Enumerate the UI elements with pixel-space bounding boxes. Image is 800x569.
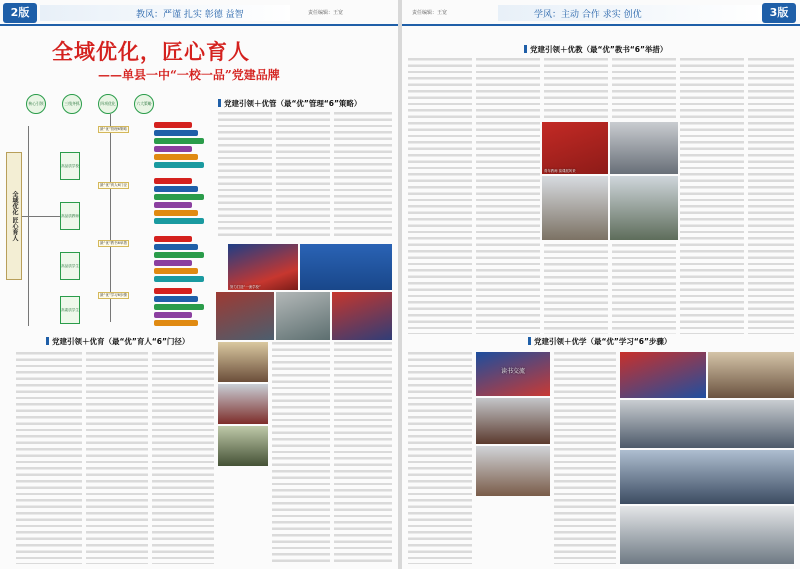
body-text — [748, 58, 794, 334]
header-title: 教风：严谨 扎实 彰德 益智 — [136, 10, 244, 20]
diagram-pill — [154, 194, 204, 200]
branch-label: 最“优”育人6门径 — [100, 183, 127, 187]
header-title: 学风：主动 合作 求实 创优 — [534, 10, 642, 20]
diagram-pill — [154, 146, 192, 152]
diagram-pill — [154, 244, 198, 250]
branch-spine — [110, 114, 111, 322]
photo-study-group — [476, 446, 550, 496]
photo-student-event — [218, 342, 268, 382]
photo-caption: 努力打造“一流学校” — [230, 285, 261, 289]
photo-outdoor-activity — [218, 426, 268, 466]
photo-teachers-group — [610, 176, 678, 240]
section-heading-text: 党建引领＋优教（最“优”教书“6”举措） — [530, 45, 668, 54]
body-text — [152, 352, 214, 564]
diagram-pill — [154, 276, 204, 282]
photo-speech — [476, 398, 550, 444]
diagram-pill — [154, 312, 192, 318]
body-text — [544, 244, 608, 334]
diagram-pill — [154, 296, 198, 302]
diagram-pill — [154, 288, 192, 294]
photo-youth-activity — [620, 352, 706, 398]
photo-sports-ground — [620, 450, 794, 504]
section-heading-text: 党建引领＋优育（最“优”育人“6”门径） — [52, 337, 190, 346]
diagram-pill — [154, 138, 204, 144]
diagram-pill — [154, 252, 204, 258]
body-text — [476, 58, 540, 334]
body-text — [612, 58, 676, 120]
section-heading — [528, 336, 671, 347]
photo-event-stage — [228, 244, 298, 290]
left-page-header — [0, 0, 398, 26]
photo-classroom — [332, 292, 392, 340]
diagram-pill — [154, 236, 192, 242]
left-page — [0, 0, 398, 569]
photo-lecture — [610, 122, 678, 174]
diagram-pill — [154, 268, 198, 274]
sub-title: ——单县一中“一校一品”党建品牌 — [98, 68, 280, 82]
photo-assembly — [620, 400, 794, 448]
editor-credit: 责任编辑：王宽 — [308, 10, 344, 16]
branch-label: 最“优”教书6举措 — [100, 241, 127, 245]
quality-box: 高品质教师 — [60, 202, 80, 230]
branch-label: 最“优”学习6步骤 — [100, 293, 127, 297]
diagram-pill — [154, 178, 192, 184]
branch-label: 最“优”管理6策略 — [100, 127, 127, 131]
strategy-diagram — [6, 92, 218, 324]
diagram-pill — [154, 130, 198, 136]
quality-box: 高品质学生 — [60, 252, 80, 280]
quality-box: 高素质学生 — [60, 296, 80, 324]
body-text — [612, 244, 676, 334]
section-heading — [46, 336, 189, 347]
connector-line — [28, 126, 29, 326]
photo-award-ceremony — [300, 244, 392, 290]
connector-line — [22, 216, 62, 217]
body-text — [218, 112, 272, 240]
diagram-pill — [154, 162, 204, 168]
top-oval: 三线齐抓 — [62, 94, 82, 114]
section-heading — [218, 98, 361, 109]
diagram-pill — [154, 320, 198, 326]
main-title: 全域优化，匠心育人 — [52, 39, 250, 64]
body-text — [680, 58, 744, 334]
diagram-pill — [154, 186, 198, 192]
top-oval: 四项优化 — [98, 94, 118, 114]
photo-student-group — [218, 384, 268, 424]
body-text — [554, 352, 616, 564]
body-text — [16, 352, 82, 564]
quality-box: 高品质学校 — [60, 152, 80, 180]
section-heading-text: 党建引领＋优学（最“优”学习“6”步骤） — [534, 337, 672, 346]
photo-caption: 青年教师 赛课展风采 — [544, 169, 576, 173]
body-text — [334, 112, 392, 240]
photo-meeting-hall — [276, 292, 330, 340]
photo-classroom-teaching — [542, 176, 608, 240]
right-page-header — [402, 0, 800, 26]
body-text — [544, 58, 608, 120]
page-number: 2版 — [3, 3, 37, 23]
diagram-pill — [154, 122, 192, 128]
top-oval: 核心引领 — [26, 94, 46, 114]
photo-classroom-students — [620, 506, 794, 564]
editor-credit: 责任编辑：王宽 — [412, 10, 448, 16]
diagram-pill — [154, 210, 198, 216]
top-oval: 六大策略 — [134, 94, 154, 114]
diagram-pill — [154, 218, 204, 224]
photo-reading-exchange — [476, 352, 550, 396]
diagram-pill — [154, 154, 198, 160]
section-heading-text: 党建引领＋优管（最“优”管理“6”策略） — [224, 99, 362, 108]
diagram-pill — [154, 202, 192, 208]
page-number: 3版 — [762, 3, 796, 23]
vertical-label: 全域优化 匠心育人 — [6, 152, 22, 280]
body-text — [334, 342, 392, 564]
photo-students-outdoor — [708, 352, 794, 398]
body-text — [408, 352, 472, 564]
body-text — [272, 342, 330, 564]
body-text — [86, 352, 148, 564]
photo-stage-banner — [542, 122, 608, 174]
photo-meeting — [216, 292, 274, 340]
banner-text: 读书交流 — [500, 368, 525, 375]
body-text — [408, 58, 472, 334]
section-heading — [524, 44, 667, 55]
right-page — [402, 0, 800, 569]
diagram-pill — [154, 260, 192, 266]
body-text — [276, 112, 330, 240]
diagram-pill — [154, 304, 204, 310]
